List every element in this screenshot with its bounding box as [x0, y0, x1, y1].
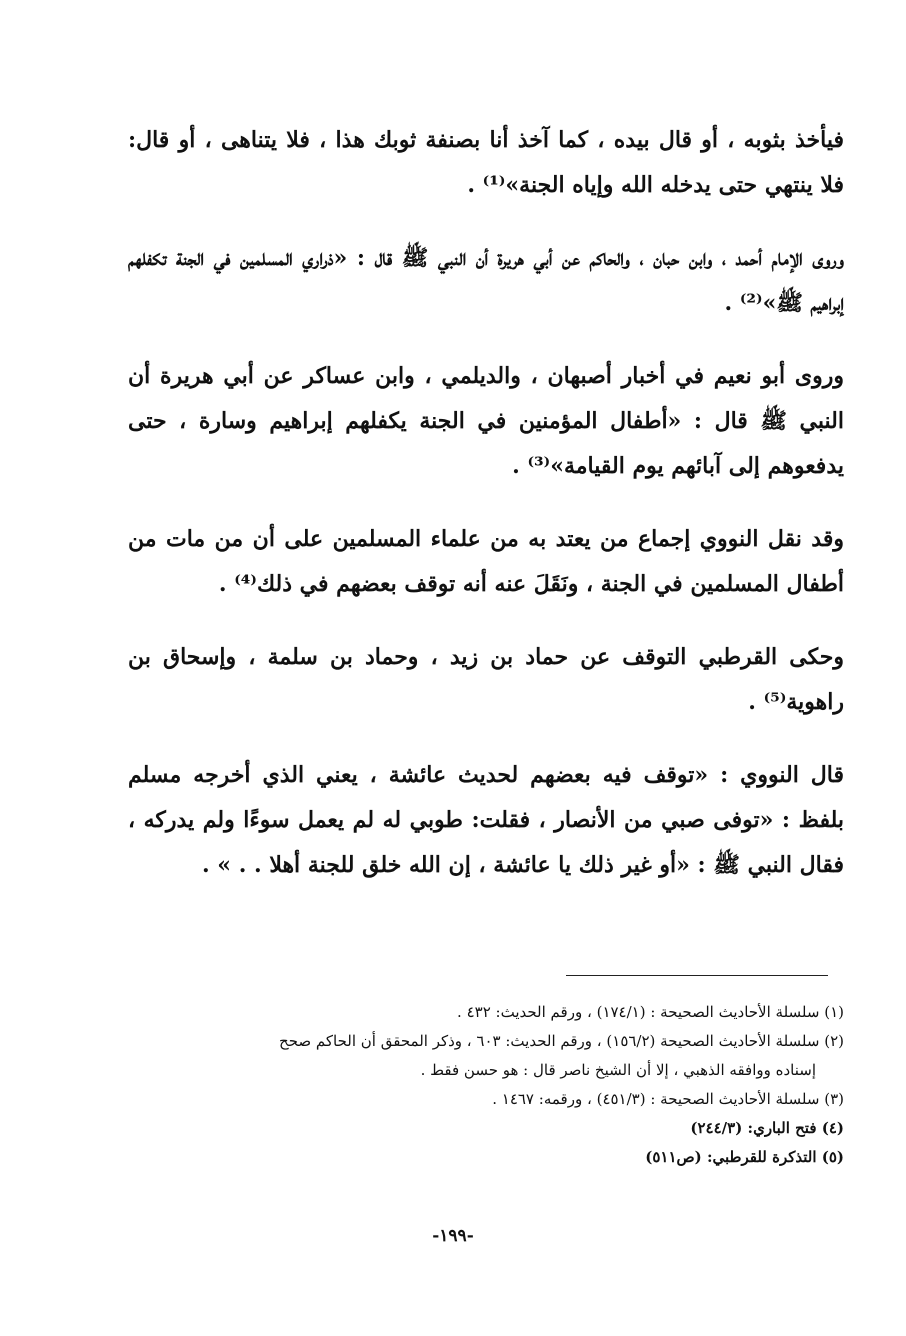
- paragraph-6: قال النووي : «توقف فيه بعضهم لحديث عائشة ، يعني الذي أخرجه مسلم بلفظ : «توفى صبي من الأنصار ، فقلت: طوبي له لم يعمل سوءًا ولم يدركه ، فقال النبي ﷺ : «أو غير ذلك يا عائشة ، إن الله خلق للجنة أهلا . . » .: [128, 762, 844, 878]
- footnote-4: (٤) فتح الباري: (٢٤٤/٣): [690, 1119, 844, 1137]
- footnote-5: (٥) التذكرة للقرطبي: (ص٥١١): [645, 1148, 844, 1166]
- paragraph-2: وروى الإمام أحمد ، وابن حبان ، والحاكم عن أبي هريرة أن النبي ﷺ قال : «ذراري المسلمين في الجنة تكفلهم إبراهيم ﷺ»⁽²⁾ .: [128, 245, 844, 316]
- footnote-2: (٢) سلسلة الأحاديث الصحيحة (١٥٦/٢) ، ورقم الحديث: ٦٠٣ ، وذكر المحقق أن الحاكم صحح: [279, 1032, 844, 1050]
- footnote-2-continuation: إسناده ووافقه الذهبي ، إلا أن الشيخ ناصر قال : هو حسن فقط .: [420, 1061, 816, 1079]
- footnote-1: (١) سلسلة الأحاديث الصحيحة : (١٧٤/١) ، ورقم الحديث: ٤٣٢ .: [457, 1003, 844, 1021]
- page-number: -١٩٩-: [432, 1226, 474, 1246]
- footnote-separator: [566, 975, 828, 976]
- paragraph-3: وروى أبو نعيم في أخبار أصبهان ، والديلمي ، وابن عساكر عن أبي هريرة أن النبي ﷺ قال : «أطفال المؤمنين في الجنة يكفلهم إبراهيم وسارة ، حتى يدفعوهم إلى آبائهم يوم القيامة»⁽³⁾ .: [128, 363, 844, 479]
- footnote-3: (٣) سلسلة الأحاديث الصحيحة : (٤٥١/٣) ، ورقمه: ١٤٦٧ .: [492, 1090, 844, 1108]
- paragraph-4: وقد نقل النووي إجماع من يعتد به من علماء المسلمين على أن من مات من أطفال المسلمين في الجنة ، ونَقَلَ عنه أنه توقف بعضهم في ذلك⁽⁴⁾ .: [128, 526, 844, 597]
- main-text: [128, 118, 844, 916]
- paragraph-1: فيأخذ بثوبه ، أو قال بيده ، كما آخذ أنا بصنفة ثوبك هذا ، فلا يتناهى ، أو قال: فلا ينتهي حتى يدخله الله وإياه الجنة»⁽¹⁾ .: [128, 127, 844, 198]
- paragraph-5: وحكى القرطبي التوقف عن حماد بن زيد ، وحماد بن سلمة ، وإسحاق بن راهوية⁽⁵⁾ .: [128, 644, 844, 715]
- footnotes: [128, 998, 844, 1172]
